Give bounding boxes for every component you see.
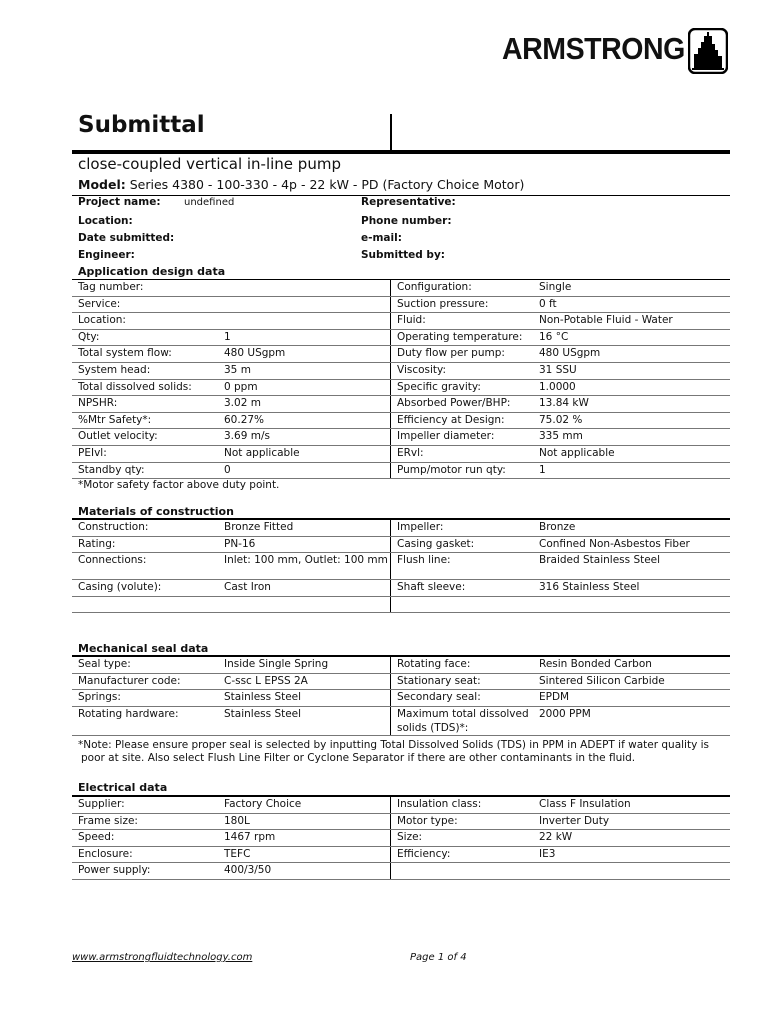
field-value: Inlet: 100 mm, Outlet: 100 mm — [218, 553, 391, 580]
field-label: Rotating hardware: — [72, 706, 218, 735]
phone-label: Phone number: — [361, 215, 452, 227]
field-label: Service: — [72, 296, 218, 313]
field-value: 480 USgpm — [533, 346, 730, 363]
field-value: 335 mm — [533, 429, 730, 446]
page-title: Submittal — [78, 112, 205, 138]
field-value: 316 Stainless Steel — [533, 580, 730, 597]
field-value: 13.84 kW — [533, 396, 730, 413]
field-value: 16 °C — [533, 329, 730, 346]
field-label: Rotating face: — [391, 657, 534, 673]
field-label: Operating temperature: — [391, 329, 534, 346]
model-label: Model: — [78, 177, 126, 192]
electrical-section-title: Electrical data — [78, 781, 168, 794]
table-row — [72, 706, 730, 735]
table-row — [72, 296, 730, 313]
field-value: 400/3/50 — [218, 863, 391, 880]
table-row — [72, 690, 730, 707]
field-value: 3.69 m/s — [218, 429, 391, 446]
table-row — [72, 313, 730, 330]
field-label: Power supply: — [72, 863, 218, 880]
model-value: Series 4380 - 100-330 - 4p - 22 kW - PD (Factory Choice Motor) — [129, 177, 525, 192]
field-label: Insulation class: — [391, 797, 534, 813]
seal-note-line-1: *Note: Please ensure proper seal is selected by inputting Total Dissolved Solids (TDS) in PPM in ADEPT if water quality is — [78, 739, 710, 751]
table-row — [72, 362, 730, 379]
table-row — [72, 536, 730, 553]
field-value: Factory Choice — [218, 797, 391, 813]
field-label: Outlet velocity: — [72, 429, 218, 446]
table-row — [72, 673, 730, 690]
field-value: 1.0000 — [533, 379, 730, 396]
field-value — [218, 280, 391, 296]
table-row — [72, 846, 730, 863]
seal-table — [72, 657, 730, 736]
location-label: Location: — [78, 215, 133, 227]
table-row — [72, 553, 730, 580]
field-label: Size: — [391, 830, 534, 847]
seal-note-line-2: poor at site. Also select Flush Line Filter or Cyclone Separator if there are other contaminants in the fluid. — [81, 752, 636, 764]
title-divider — [390, 114, 392, 150]
field-label: Standby qty: — [72, 462, 218, 479]
field-value: TEFC — [218, 846, 391, 863]
field-value — [218, 313, 391, 330]
field-value: EPDM — [533, 690, 730, 707]
field-label: Seal type: — [72, 657, 218, 673]
field-label: Efficiency: — [391, 846, 534, 863]
table-row — [72, 830, 730, 847]
field-label: Fluid: — [391, 313, 534, 330]
field-label: Shaft sleeve: — [391, 580, 534, 597]
motor-safety-note: *Motor safety factor above duty point. — [78, 479, 280, 491]
empty-cell — [533, 596, 730, 613]
field-label: Springs: — [72, 690, 218, 707]
header-rule — [72, 150, 730, 154]
field-value — [533, 863, 730, 880]
field-value: Not applicable — [533, 445, 730, 462]
field-label: PEIvl: — [72, 445, 218, 462]
empty-row — [72, 596, 730, 613]
field-value: 1 — [533, 462, 730, 479]
submitted-by-label: Submitted by: — [361, 249, 445, 261]
field-value: C-ssc L EPSS 2A — [218, 673, 391, 690]
field-value: 0 — [218, 462, 391, 479]
field-label: Impeller: — [391, 520, 534, 536]
field-value: 480 USgpm — [218, 346, 391, 363]
field-label: Efficiency at Design: — [391, 412, 534, 429]
field-value: Braided Stainless Steel — [533, 553, 730, 580]
field-value: Inverter Duty — [533, 813, 730, 830]
website-link[interactable]: www.armstrongfluidtechnology.com — [72, 952, 253, 963]
field-label: Connections: — [72, 553, 218, 580]
field-value: 35 m — [218, 362, 391, 379]
table-row — [72, 346, 730, 363]
field-label: Total system flow: — [72, 346, 218, 363]
table-row — [72, 412, 730, 429]
field-label: System head: — [72, 362, 218, 379]
electrical-table — [72, 797, 730, 880]
table-row — [72, 379, 730, 396]
field-value: Stainless Steel — [218, 690, 391, 707]
field-value: 0 ft — [533, 296, 730, 313]
table-row — [72, 445, 730, 462]
table-row — [72, 813, 730, 830]
field-value: 1467 rpm — [218, 830, 391, 847]
field-label: Stationary seat: — [391, 673, 534, 690]
product-subtitle: close-coupled vertical in-line pump — [78, 155, 341, 173]
project-name-label: Project name: — [78, 196, 161, 208]
email-label: e-mail: — [361, 232, 402, 244]
field-value: Cast Iron — [218, 580, 391, 597]
materials-table — [72, 520, 730, 613]
logo-wordmark: ARMSTRONG — [502, 31, 685, 66]
field-value: 0 ppm — [218, 379, 391, 396]
table-row — [72, 797, 730, 813]
empty-cell — [218, 596, 391, 613]
model-line — [78, 177, 524, 192]
field-label: %Mtr Safety*: — [72, 412, 218, 429]
field-label: Secondary seal: — [391, 690, 534, 707]
field-label: Viscosity: — [391, 362, 534, 379]
field-label: Manufacturer code: — [72, 673, 218, 690]
field-value: Bronze — [533, 520, 730, 536]
field-label: NPSHR: — [72, 396, 218, 413]
field-label: Tag number: — [72, 280, 218, 296]
field-label: Supplier: — [72, 797, 218, 813]
armstrong-logo — [502, 28, 728, 74]
field-value — [218, 296, 391, 313]
field-label: Casing gasket: — [391, 536, 534, 553]
project-name-value: undefined — [184, 197, 235, 208]
table-row — [72, 396, 730, 413]
field-value: Single — [533, 280, 730, 296]
field-label: Speed: — [72, 830, 218, 847]
field-value: Confined Non-Asbestos Fiber — [533, 536, 730, 553]
field-label: Motor type: — [391, 813, 534, 830]
field-label: Frame size: — [72, 813, 218, 830]
application-table — [72, 280, 730, 479]
empty-cell — [391, 596, 534, 613]
field-label: ERvl: — [391, 445, 534, 462]
field-value: Inside Single Spring — [218, 657, 391, 673]
engineer-label: Engineer: — [78, 249, 135, 261]
field-value: Sintered Silicon Carbide — [533, 673, 730, 690]
table-row — [72, 462, 730, 479]
field-value: 22 kW — [533, 830, 730, 847]
table-row — [72, 329, 730, 346]
table-row — [72, 520, 730, 536]
field-label: Pump/motor run qty: — [391, 462, 534, 479]
field-label: Specific gravity: — [391, 379, 534, 396]
field-value: Not applicable — [218, 445, 391, 462]
field-label — [391, 863, 534, 880]
field-label: Impeller diameter: — [391, 429, 534, 446]
field-label: Location: — [72, 313, 218, 330]
field-value: Class F Insulation — [533, 797, 730, 813]
table-row — [72, 429, 730, 446]
field-value: IE3 — [533, 846, 730, 863]
field-label: Absorbed Power/BHP: — [391, 396, 534, 413]
field-value: PN-16 — [218, 536, 391, 553]
materials-section-title: Materials of construction — [78, 505, 234, 518]
representative-label: Representative: — [361, 196, 456, 208]
field-value: 31 SSU — [533, 362, 730, 379]
field-value: Bronze Fitted — [218, 520, 391, 536]
table-row — [72, 580, 730, 597]
skyline-logo-icon — [688, 28, 728, 74]
field-label: Construction: — [72, 520, 218, 536]
seal-section-title: Mechanical seal data — [78, 642, 209, 655]
application-section-title: Application design data — [78, 265, 226, 278]
field-value: 3.02 m — [218, 396, 391, 413]
field-label: Casing (volute): — [72, 580, 218, 597]
field-value: 75.02 % — [533, 412, 730, 429]
field-value: 1 — [218, 329, 391, 346]
field-label: Rating: — [72, 536, 218, 553]
field-label: Flush line: — [391, 553, 534, 580]
table-row — [72, 657, 730, 673]
table-row — [72, 863, 730, 880]
date-submitted-label: Date submitted: — [78, 232, 175, 244]
field-value: 180L — [218, 813, 391, 830]
field-value: 2000 PPM — [533, 706, 730, 735]
field-label: Configuration: — [391, 280, 534, 296]
field-label: Duty flow per pump: — [391, 346, 534, 363]
field-label: Total dissolved solids: — [72, 379, 218, 396]
field-label: Qty: — [72, 329, 218, 346]
table-row — [72, 280, 730, 296]
field-label: Maximum total dissolved solids (TDS)*: — [391, 706, 534, 735]
field-label: Suction pressure: — [391, 296, 534, 313]
field-label: Enclosure: — [72, 846, 218, 863]
empty-cell — [72, 596, 218, 613]
field-value: 60.27% — [218, 412, 391, 429]
field-value: Non-Potable Fluid - Water — [533, 313, 730, 330]
field-value: Stainless Steel — [218, 706, 391, 735]
field-value: Resin Bonded Carbon — [533, 657, 730, 673]
page-number: Page 1 of 4 — [410, 952, 467, 963]
